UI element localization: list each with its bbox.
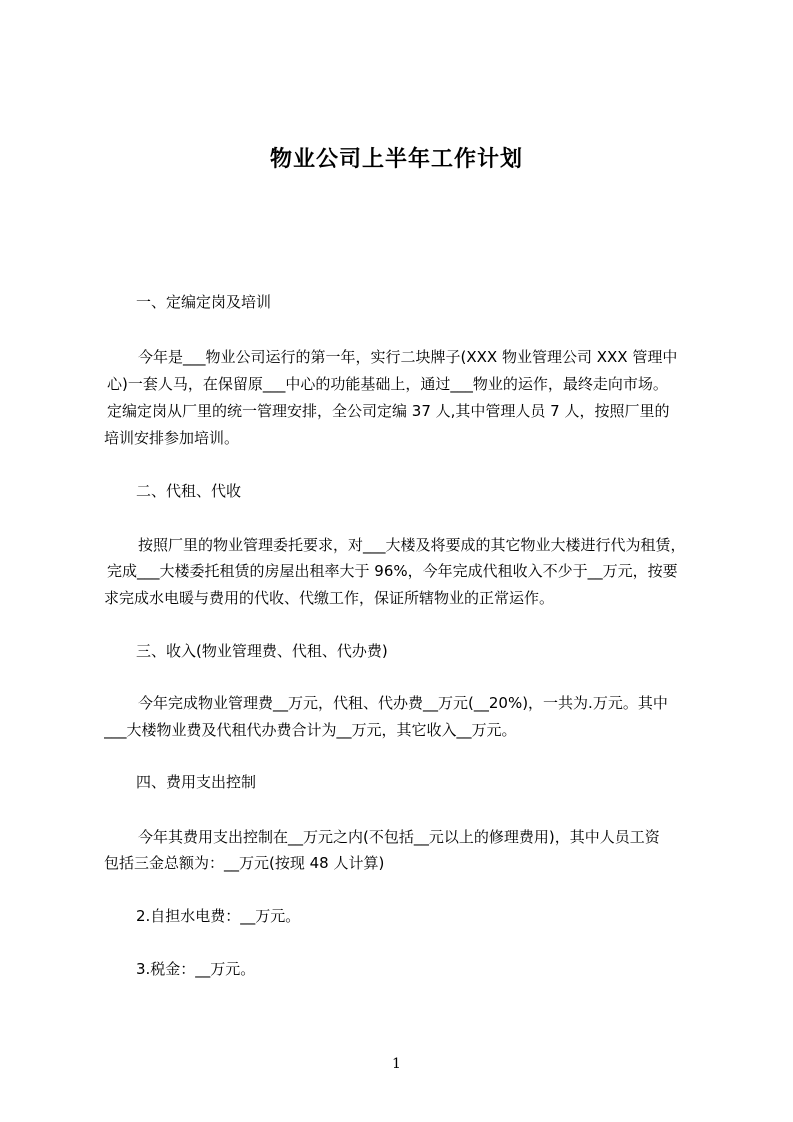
paragraph-line: 心)一套人马，在保留原___中心的功能基础上，通过___物业的运作，最终走向市场。 <box>107 375 668 393</box>
paragraph-line: 今年其费用支出控制在__万元之内(不包括__元以上的修理费用)，其中人员工资 <box>138 828 660 846</box>
section-heading-1: 一、定编定岗及培训 <box>136 293 272 311</box>
list-item: 3.税金：__万元。 <box>136 960 256 978</box>
paragraph-line: 按照厂里的物业管理委托要求，对___大楼及将要成的其它物业大楼进行代为租赁， <box>138 536 686 554</box>
paragraph-line: 完成___大楼委托租赁的房屋出租率大于 96%，今年完成代租收入不少于__万元，按要 <box>107 562 678 580</box>
list-item: 2.自担水电费：__万元。 <box>136 907 301 925</box>
paragraph-line: 今年完成物业管理费__万元，代租、代办费__万元(__20%)，一共为.万元。其中 <box>138 694 668 712</box>
section-heading-4: 四、费用支出控制 <box>136 773 257 791</box>
page-number: 1 <box>392 1056 401 1072</box>
paragraph-line: ___大楼物业费及代租代办费合计为__万元，其它收入__万元。 <box>104 721 517 739</box>
paragraph-line: 包括三金总额为：__万元(按现 48 人计算) <box>104 854 385 872</box>
section-heading-3: 三、收入(物业管理费、代租、代办费) <box>136 642 388 660</box>
paragraph-line: 定编定岗从厂里的统一管理安排，全公司定编 37 人,其中管理人员 7 人，按照厂里的 <box>107 402 670 420</box>
paragraph-line: 培训安排参加培训。 <box>104 429 240 447</box>
paragraph-line: 求完成水电暖与费用的代收、代缴工作，保证所辖物业的正常运作。 <box>104 589 555 607</box>
section-heading-2: 二、代租、代收 <box>136 482 242 500</box>
paragraph-line: 今年是___物业公司运行的第一年，实行二块牌子(XXX 物业管理公司 XXX 管理中 <box>138 348 678 366</box>
document-title: 物业公司上半年工作计划 <box>269 147 523 172</box>
